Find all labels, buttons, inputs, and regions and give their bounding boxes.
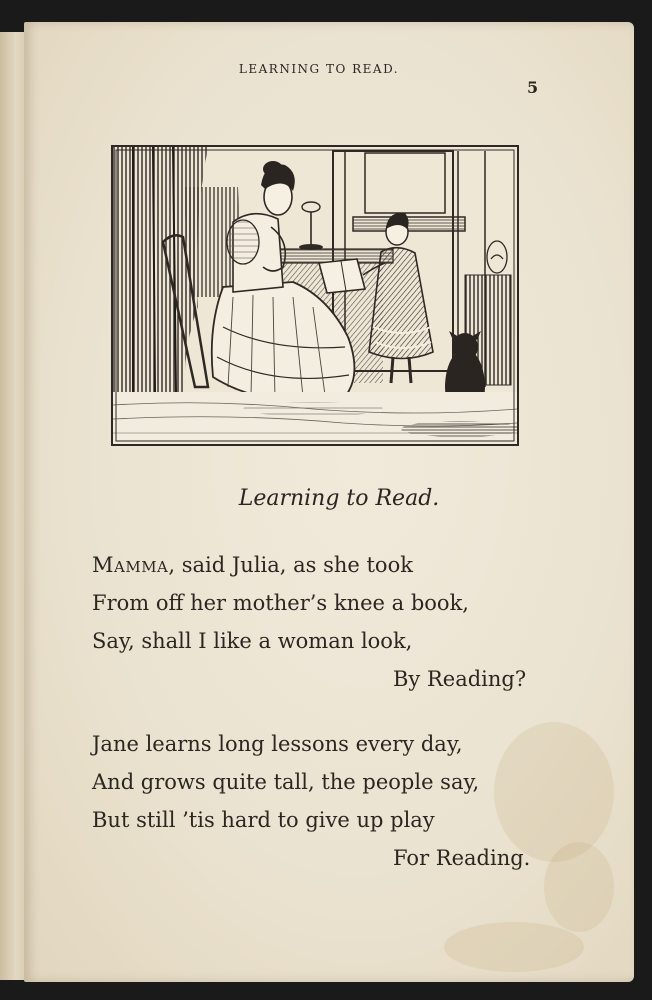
verse-line: From off her mother’s knee a book,: [92, 591, 469, 615]
verse-line: And grows quite tall, the people say,: [92, 770, 480, 794]
verse-lead-word: Mamma: [92, 553, 169, 577]
running-head: [0, 58, 652, 77]
verse-line-refrain: For Reading.: [393, 846, 531, 870]
illustration-caption: Learning to Read.: [238, 486, 440, 511]
verse-line: Say, shall I like a woman look,: [92, 629, 413, 653]
engraving-picture: [113, 147, 517, 444]
verse-line: [92, 553, 413, 577]
verse-line: But still ’tis hard to give up play: [92, 808, 435, 832]
verse-line-refrain: By Reading?: [393, 667, 527, 691]
foxing-stain: [544, 842, 614, 932]
page-number: 5: [527, 78, 539, 97]
running-title: LEARNING TO READ.: [238, 62, 400, 76]
foxing-stain: [444, 922, 584, 972]
engraving-illustration: [111, 145, 519, 446]
foxing-stain: [494, 722, 614, 862]
verse-line: Jane learns long lessons every day,: [92, 732, 463, 756]
verse-line-text: , said Julia, as she took: [168, 553, 413, 577]
